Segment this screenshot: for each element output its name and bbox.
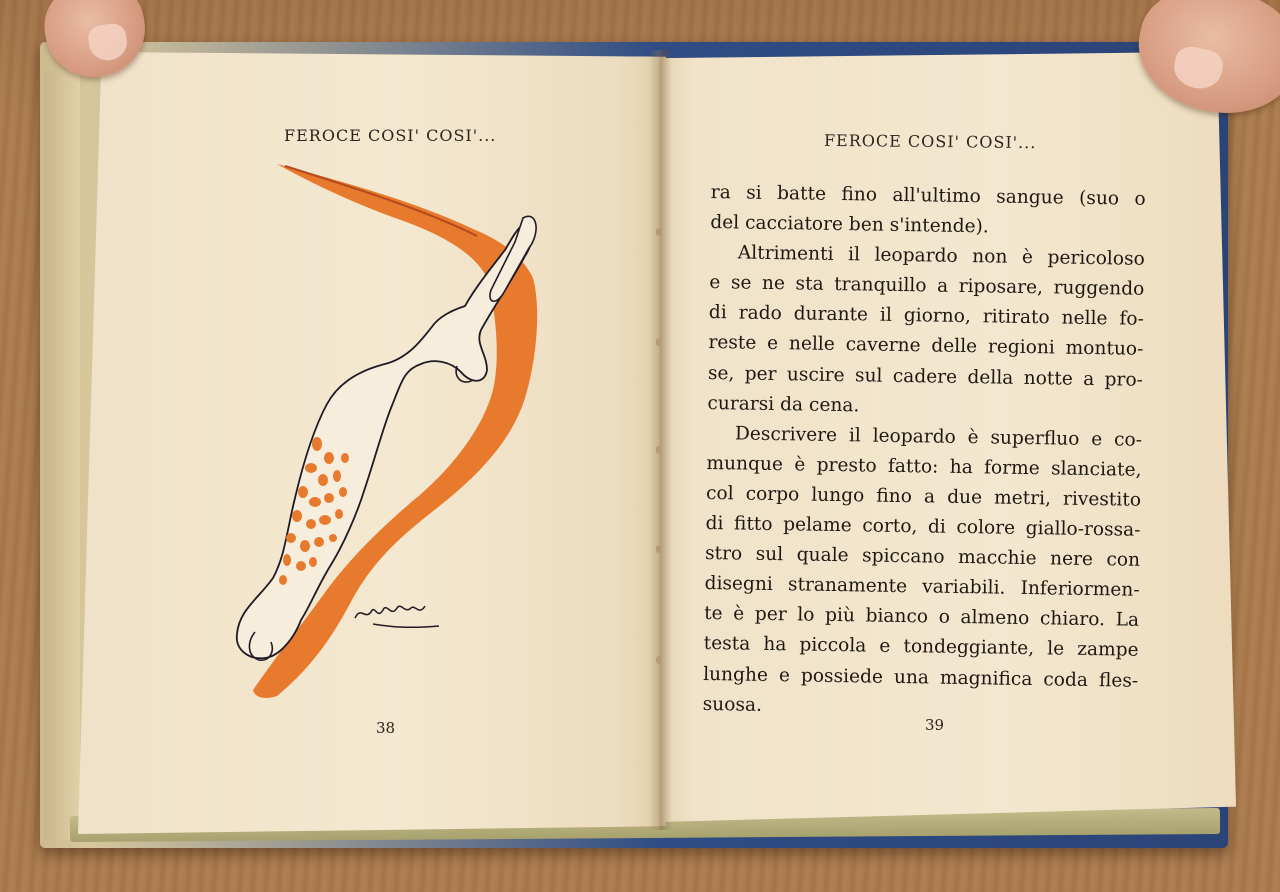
book-gutter: [648, 50, 672, 830]
book-cover-edge-left: [44, 70, 80, 840]
text-line: stro sul quale spiccano macchie nere con: [704, 543, 1141, 571]
left-page-number: 38: [376, 719, 396, 737]
text-line: curarsi da cena.: [707, 392, 860, 417]
text-line: del cacciatore ben s'intende).: [710, 212, 989, 238]
text-line: se, per uscire sul cadere della notte a pro-: [707, 362, 1144, 391]
text-line: Descrivere il leopardo è superfluo e co-: [734, 423, 1143, 451]
right-page-number: 39: [925, 716, 945, 734]
text-line: munque è presto fatto: ha forme slanciate,: [706, 452, 1142, 481]
leopard-illustration: [225, 158, 545, 703]
right-running-head: FEROCE COSI' COSI'...: [823, 130, 1037, 153]
binding-stitch: [656, 338, 662, 346]
left-thumbnail-nail: [87, 22, 130, 63]
left-running-head: FEROCE COSI' COSI'...: [284, 126, 497, 145]
text-line: te è per lo più bianco o almeno chiaro. La: [703, 603, 1140, 632]
text-line: col corpo lungo fino a due metri, rivestito: [705, 482, 1142, 511]
text-line: testa ha piccola e tondeggiante, le zampe: [703, 633, 1139, 662]
right-page-body-text: [702, 178, 1145, 726]
binding-stitch: [656, 545, 662, 553]
text-line: lunghe e possiede una magnifica coda fles-: [703, 663, 1139, 692]
text-line: Altrimenti il leopardo non è pericoloso: [737, 242, 1145, 271]
binding-stitch: [656, 228, 662, 236]
text-line: di fitto pelame corto, di colore giallo-rossa-: [705, 512, 1141, 541]
text-line: ra si batte fino all'ultimo sangue (suo o: [710, 181, 1146, 210]
text-line: reste e nelle caverne delle regioni montuo-: [708, 332, 1144, 361]
binding-stitch: [656, 656, 662, 664]
text-line: e se ne sta tranquillo a riposare, ruggendo: [709, 272, 1145, 301]
right-thumbnail-nail: [1170, 44, 1225, 93]
text-line: disegni stranamente variabili. Inferiormen-: [704, 573, 1140, 602]
text-line: di rado durante il giorno, ritirato nelle fo-: [708, 302, 1144, 331]
artist-signature: [355, 606, 439, 627]
text-line: suosa.: [702, 693, 763, 716]
binding-stitch: [656, 446, 662, 454]
